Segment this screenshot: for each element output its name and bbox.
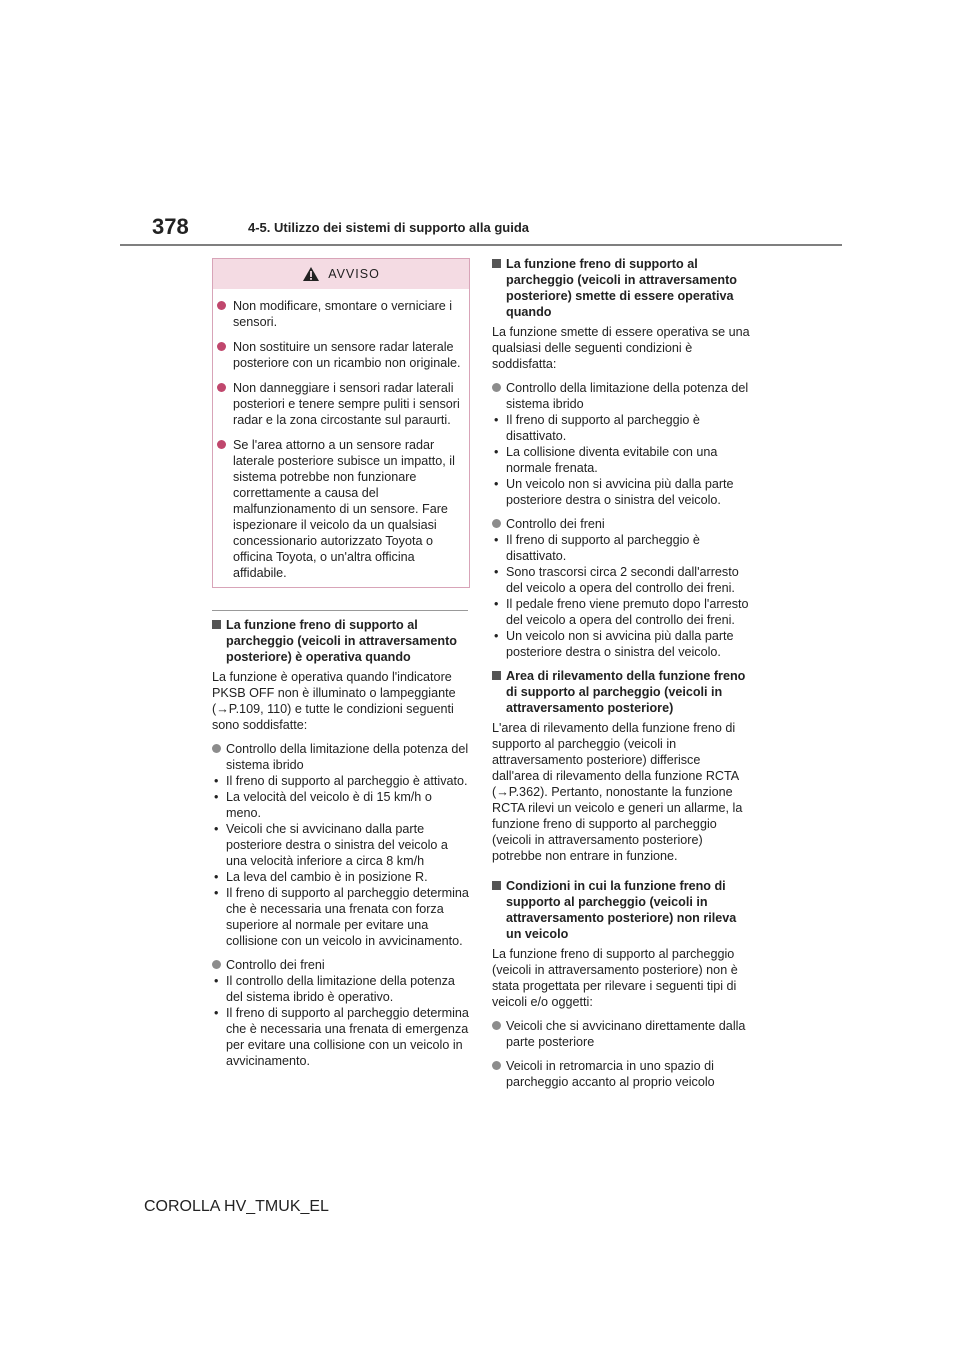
sub-item: • Un veicolo non si avvicina più dalla parte posteriore destra o sinistra del veicolo.: [494, 477, 734, 507]
warning-title: AVVISO: [328, 267, 380, 281]
sub-item: • Il freno di supporto al parcheggio è disattivato.: [494, 533, 700, 563]
square-bullet-icon: [492, 259, 501, 268]
sub-item: • Veicoli che si avvicinano dalla parte posteriore destra o sinistra del veicolo a una velocità inferiore a circa 8 km/h: [214, 822, 448, 868]
section-heading: La funzione freno di supporto al parcheggio (veicoli in attraversamento posteriore) è operativa quando: [212, 617, 470, 665]
bullet-dot-icon: [212, 960, 221, 969]
section-rule: [212, 610, 468, 611]
warning-box: [212, 258, 470, 588]
paragraph: La funzione freno di supporto al parcheggio (veicoli in attraversamento posteriore) non è stata progettata per rilevare i seguenti tipi di veicoli e/o oggetti:: [492, 947, 738, 1009]
list-item: Controllo dei freni: [492, 516, 750, 532]
list-item: Controllo della limitazione della potenza del sistema ibrido: [212, 741, 470, 773]
sub-item: • Un veicolo non si avvicina più dalla parte posteriore destra o sinistra del veicolo.: [494, 629, 734, 659]
bullet-dot-icon: [492, 1021, 501, 1030]
left-column: [212, 258, 470, 1069]
sub-item: • La leva del cambio è in posizione R.: [214, 870, 428, 884]
list-item: Veicoli che si avvicinano direttamente dalla parte posteriore: [492, 1018, 750, 1050]
list-item: Veicoli in retromarcia in uno spazio di parcheggio accanto al proprio veicolo: [492, 1058, 750, 1090]
bullet-dot-icon: [217, 383, 226, 392]
section-heading: La funzione freno di supporto al parcheggio (veicoli in attraversamento posteriore) smette di essere operativa quando: [492, 256, 750, 320]
warning-item: Se l'area attorno a un sensore radar laterale posteriore subisce un impatto, il sistema potrebbe non funzionare correttamente a causa del malfunzionamento di un sensore. Fare ispezionare il veicolo da un qualsiasi concessionario autorizzato Toyota o officina Toyota, o un'altra officina affidabile.: [217, 437, 463, 581]
bullet-dot-icon: [492, 383, 501, 392]
warning-item: Non danneggiare i sensori radar laterali posteriori e tenere sempre puliti i sensori radar e la zona circostante sul paraurti.: [217, 380, 463, 428]
sub-item: • Il freno di supporto al parcheggio è disattivato.: [494, 413, 700, 443]
page-number: 378: [152, 214, 189, 239]
bullet-dot-icon: [212, 744, 221, 753]
bullet-dot-icon: [492, 1061, 501, 1070]
square-bullet-icon: [492, 881, 501, 890]
section-heading: Area di rilevamento della funzione freno di supporto al parcheggio (veicoli in attraversamento posteriore): [492, 668, 750, 716]
sub-item: • La collisione diventa evitabile con una normale frenata.: [494, 445, 718, 475]
paragraph: La funzione è operativa quando l'indicatore PKSB OFF non è illuminato o lampeggiante (→P.109, 110) e tutte le condizioni seguenti sono soddisfatte:: [212, 670, 456, 732]
list-item: Controllo della limitazione della potenza del sistema ibrido: [492, 380, 750, 412]
sub-item: • Il freno di supporto al parcheggio è attivato.: [214, 774, 468, 788]
list-item: Controllo dei freni: [212, 957, 470, 973]
bullet-dot-icon: [217, 342, 226, 351]
warning-item: Non modificare, smontare o verniciare i sensori.: [217, 298, 463, 330]
bullet-dot-icon: [217, 440, 226, 449]
square-bullet-icon: [492, 671, 501, 680]
bullet-dot-icon: [217, 301, 226, 310]
right-column: [492, 256, 750, 1090]
sub-item: • Il controllo della limitazione della potenza del sistema ibrido è operativo.: [214, 974, 455, 1004]
bullet-dot-icon: [492, 519, 501, 528]
section-title: 4-5. Utilizzo dei sistemi di supporto alla guida: [248, 220, 529, 235]
warning-triangle-icon: [302, 266, 320, 282]
paragraph: L'area di rilevamento della funzione freno di supporto al parcheggio (veicoli in attraversamento posteriore) differisce dall'area di rilevamento della funzione RCTA (→P.362). Pertanto, nonostante la funzione RCTA rilevi un veicolo e generi un allarme, la funzione freno di supporto al parcheggio (veicoli in attraversamento posteriore) potrebbe non entrare in funzione.: [492, 721, 743, 863]
square-bullet-icon: [212, 620, 221, 629]
sub-item: • Il freno di supporto al parcheggio determina che è necessaria una frenata con forza superiore al normale per evitare una collisione con un veicolo in avvicinamento.: [214, 886, 469, 948]
header-rule: [120, 244, 842, 246]
warning-header: [213, 259, 469, 289]
sub-item: • Sono trascorsi circa 2 secondi dall'arresto del veicolo a opera del controllo dei freni.: [494, 565, 739, 595]
footer-model: COROLLA HV_TMUK_EL: [144, 1198, 329, 1215]
warning-item: Non sostituire un sensore radar laterale posteriore con un ricambio non originale.: [217, 339, 463, 371]
paragraph: La funzione smette di essere operativa se una qualsiasi delle seguenti condizioni è soddisfatta:: [492, 325, 750, 371]
section-heading: Condizioni in cui la funzione freno di supporto al parcheggio (veicoli in attraversamento posteriore) non rileva un veicolo: [492, 878, 750, 942]
sub-item: • Il pedale freno viene premuto dopo l'arresto del veicolo a opera del controllo dei freni.: [494, 597, 749, 627]
sub-item: • La velocità del veicolo è di 15 km/h o meno.: [214, 790, 432, 820]
sub-item: • Il freno di supporto al parcheggio determina che è necessaria una frenata di emergenza per evitare una collisione con un veicolo in avvicinamento.: [214, 1006, 469, 1068]
